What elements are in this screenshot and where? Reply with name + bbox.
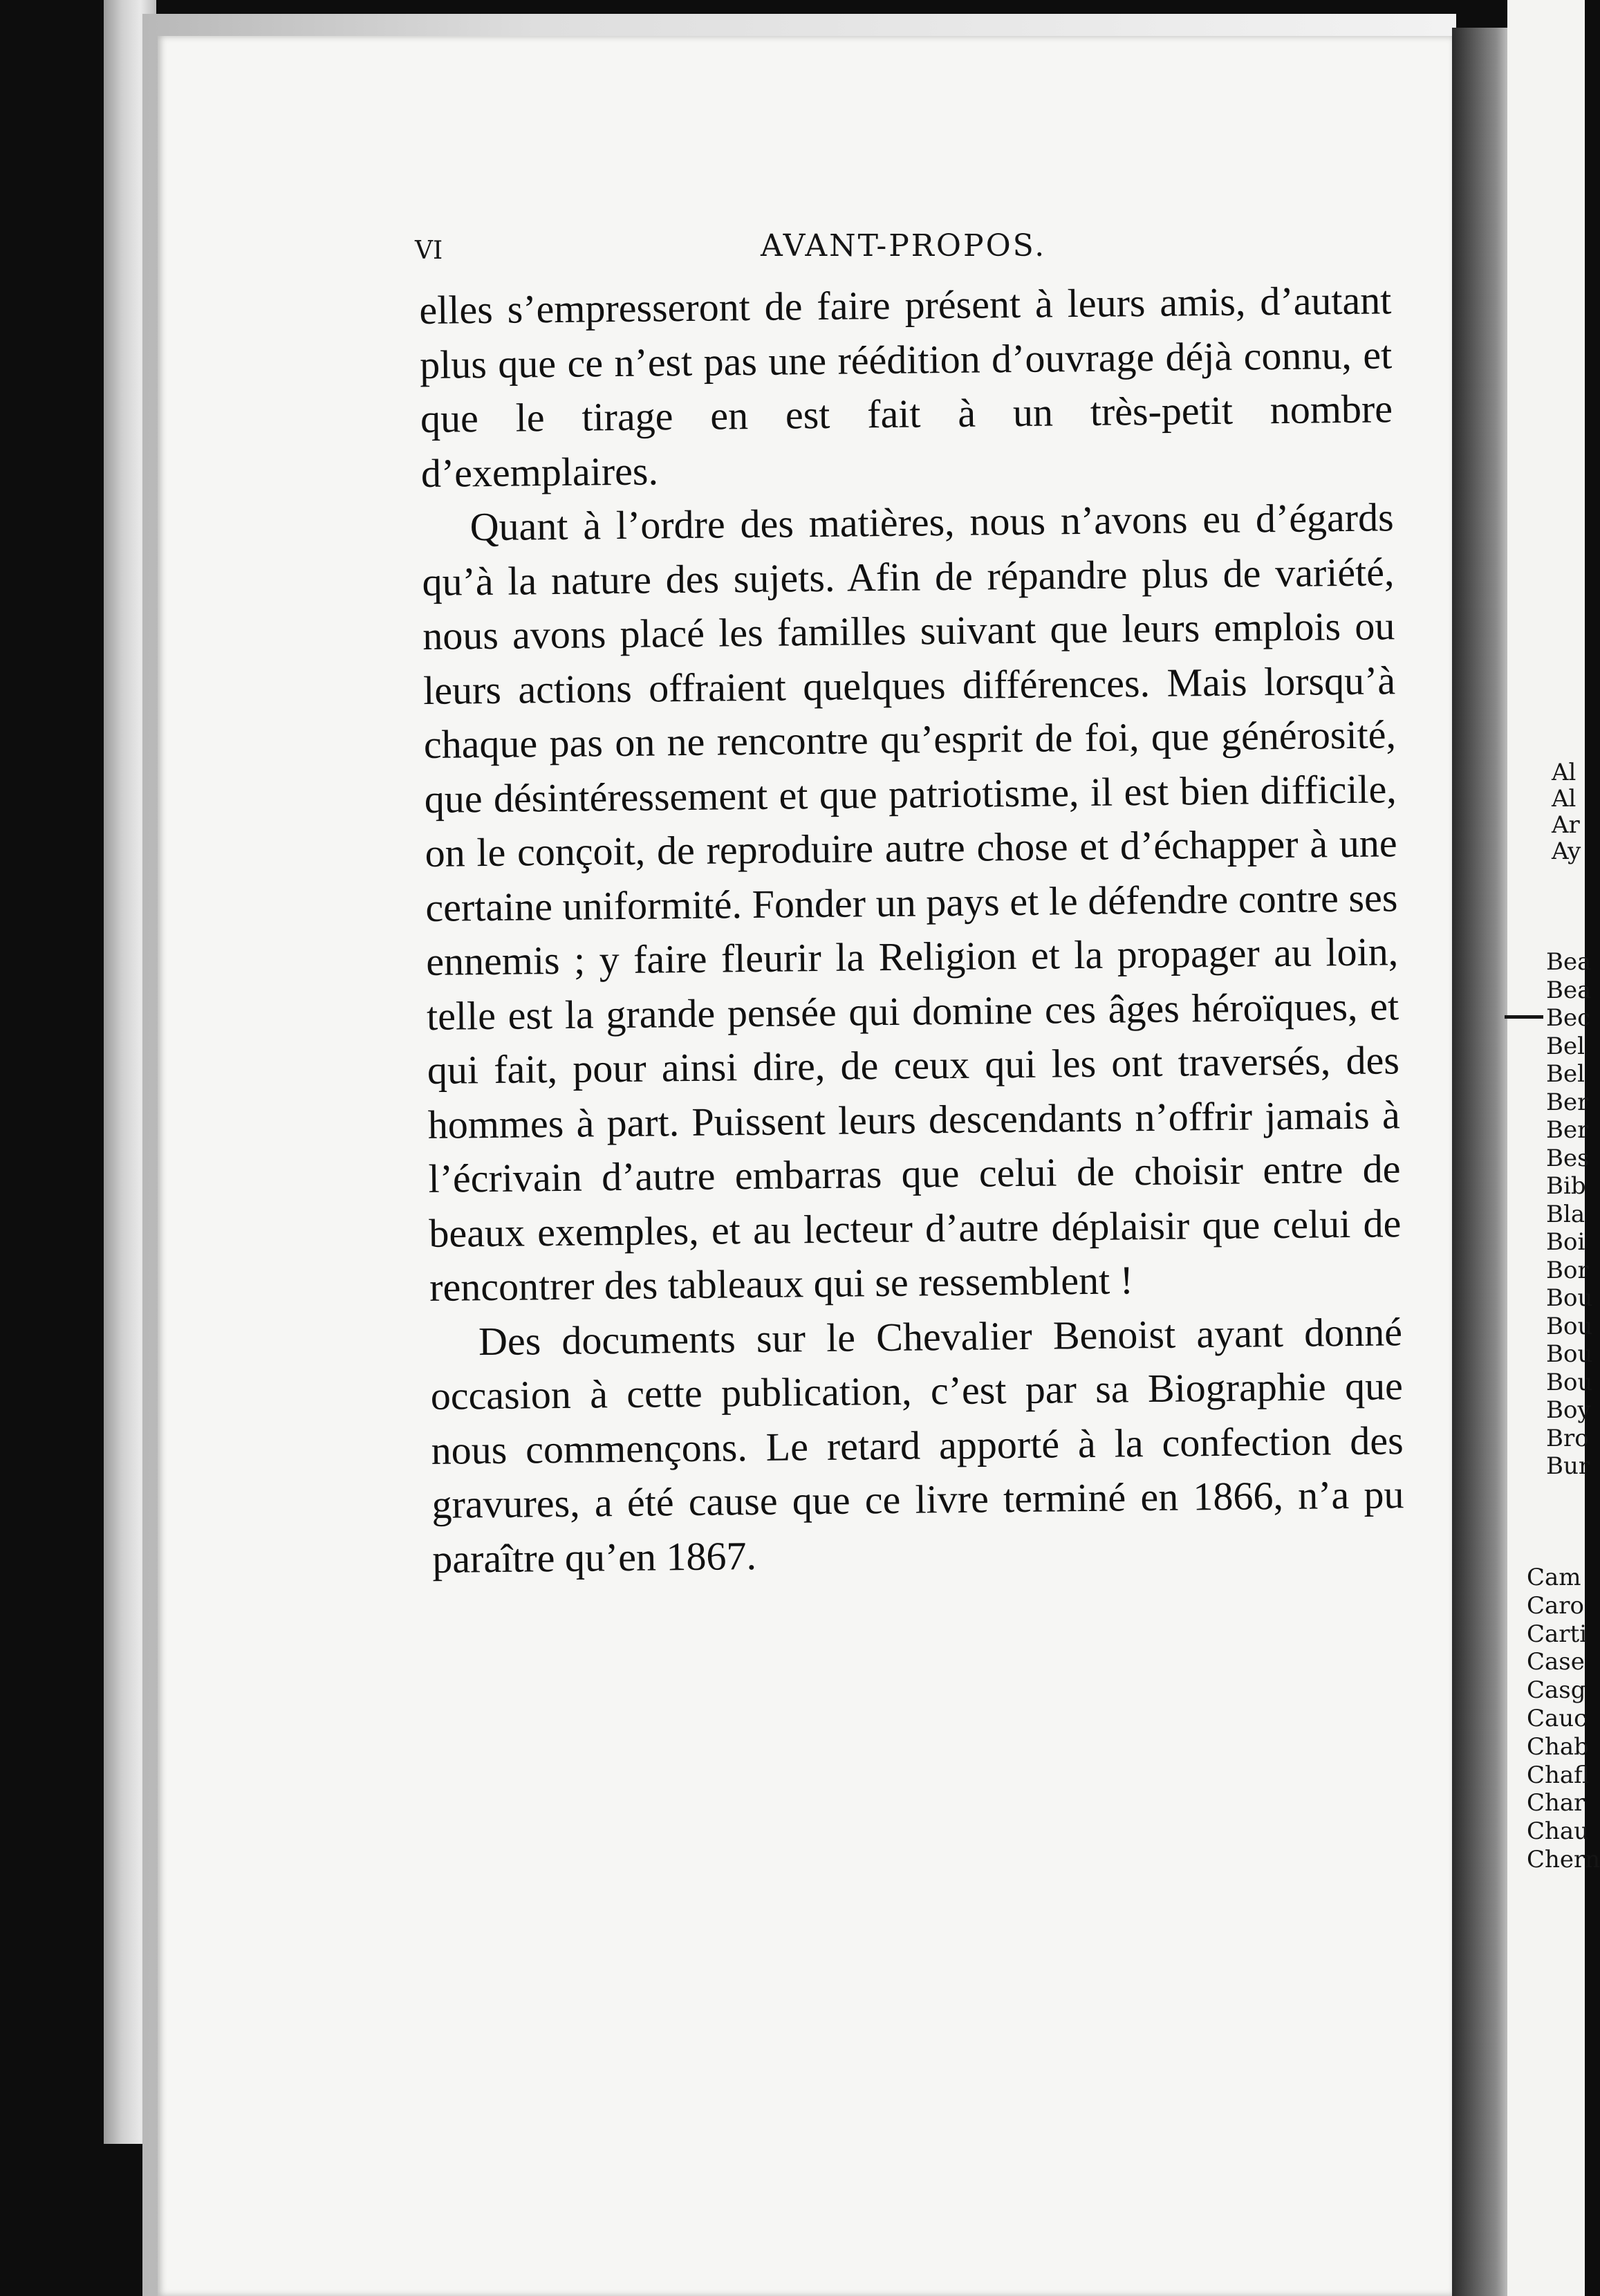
facing-index-entry: Bou	[1546, 1312, 1593, 1340]
facing-index-entry: Bec	[1546, 1004, 1591, 1032]
facing-index-entry: Bor	[1546, 1256, 1589, 1284]
facing-index-entry: Bou	[1546, 1284, 1593, 1312]
page-body	[419, 273, 1405, 1586]
facing-index-entry: Bla	[1546, 1200, 1585, 1228]
facing-index-entry: Cam	[1527, 1564, 1581, 1591]
paragraph-1: elles s’empresseront de faire présent à leurs amis, d’autant plus que ce n’est pas une réédition d’ouvrage déjà connu, et que le tirage en est fait à un très-petit nombre d’exemplaires.	[419, 277, 1393, 496]
facing-index-entry: Bib	[1546, 1172, 1586, 1200]
facing-index-entry: Al	[1552, 759, 1576, 786]
page-number: VI	[415, 237, 443, 265]
facing-index-entry: Chafl	[1527, 1761, 1590, 1789]
paragraph-3: Des documents sur le Chevalier Benoist ayant donné occasion à cette publication, c’est par sa Biographie que nous commençons. Le retard apporté à la confection des gravures, a été cause que ce livre terminé en 1866, n’a pu paraître qu’en 1867.	[430, 1308, 1404, 1582]
facing-index-entry: Boi	[1546, 1228, 1585, 1256]
facing-index-entry: Case	[1527, 1648, 1585, 1676]
facing-index-entry: Ay	[1552, 837, 1581, 865]
running-head-title: AVANT-PROPOS.	[761, 228, 1047, 263]
facing-index-entry: Chau	[1527, 1817, 1590, 1846]
facing-index-entry: Chern	[1527, 1846, 1600, 1873]
facing-index-entry: Carti	[1527, 1620, 1588, 1648]
paragraph-2: Quant à l’ordre des matières, nous n’avons eu d’égards qu’à la nature des sujets. Afin de répandre plus de variété, nous avons placé les familles suivant que leurs emplois ou leurs actions offraient quelques différences. Mais lorsqu’à chaque pas on ne rencontre qu’esprit de foi, que générosité, que désintéressement et que patriotisme, il est bien difficile, on le conçoit, de reproduire autre chose et d’échapper à une certaine uniformité. Fonder un pays et le défendre contre ses ennemis ; y faire fleurir la Religion et la propager au loin, telle est la grande pensée qui domine ces âges héroïques, et qui fait, pour ainsi dire, de ceux qui les ont traversés, des hommes à part. Puissent leurs descendants n’offrir jamais à l’écrivain d’autre embarras que celui de choisir entre de beaux exemples, et au lecteur d’autre déplaisir que celui de rencontrer des tableaux qui se ressemblent !	[422, 494, 1402, 1310]
facing-index-entry: Bea	[1546, 976, 1592, 1004]
facing-index-entry: Al	[1552, 785, 1576, 813]
facing-index-entry: Bro	[1546, 1424, 1589, 1452]
facing-index-entry: Cauc	[1527, 1705, 1588, 1732]
facing-index-entry: Bou	[1546, 1368, 1593, 1396]
facing-index-entry: Boy	[1546, 1396, 1591, 1424]
facing-index-entry: Ber	[1546, 1116, 1589, 1144]
facing-index-entry: Bel	[1546, 1060, 1585, 1088]
facing-index-entry: Chab	[1527, 1732, 1589, 1761]
facing-index-entry: Bea	[1546, 948, 1592, 976]
facing-index-entry: Char	[1527, 1789, 1585, 1817]
facing-index-entry: Bou	[1546, 1340, 1593, 1368]
facing-index-entry: Bur	[1546, 1452, 1590, 1480]
facing-index-entry: Bes	[1546, 1144, 1590, 1172]
facing-index-entry: Casg	[1527, 1676, 1586, 1705]
index-arrow-mark	[1505, 1015, 1543, 1019]
book-gutter	[1452, 28, 1507, 2296]
facing-index-entry: Caro	[1527, 1591, 1585, 1620]
facing-index-entry: Ber	[1546, 1088, 1589, 1116]
facing-index-entry: Bel	[1546, 1032, 1585, 1060]
facing-index-entry: Ar	[1552, 811, 1580, 839]
